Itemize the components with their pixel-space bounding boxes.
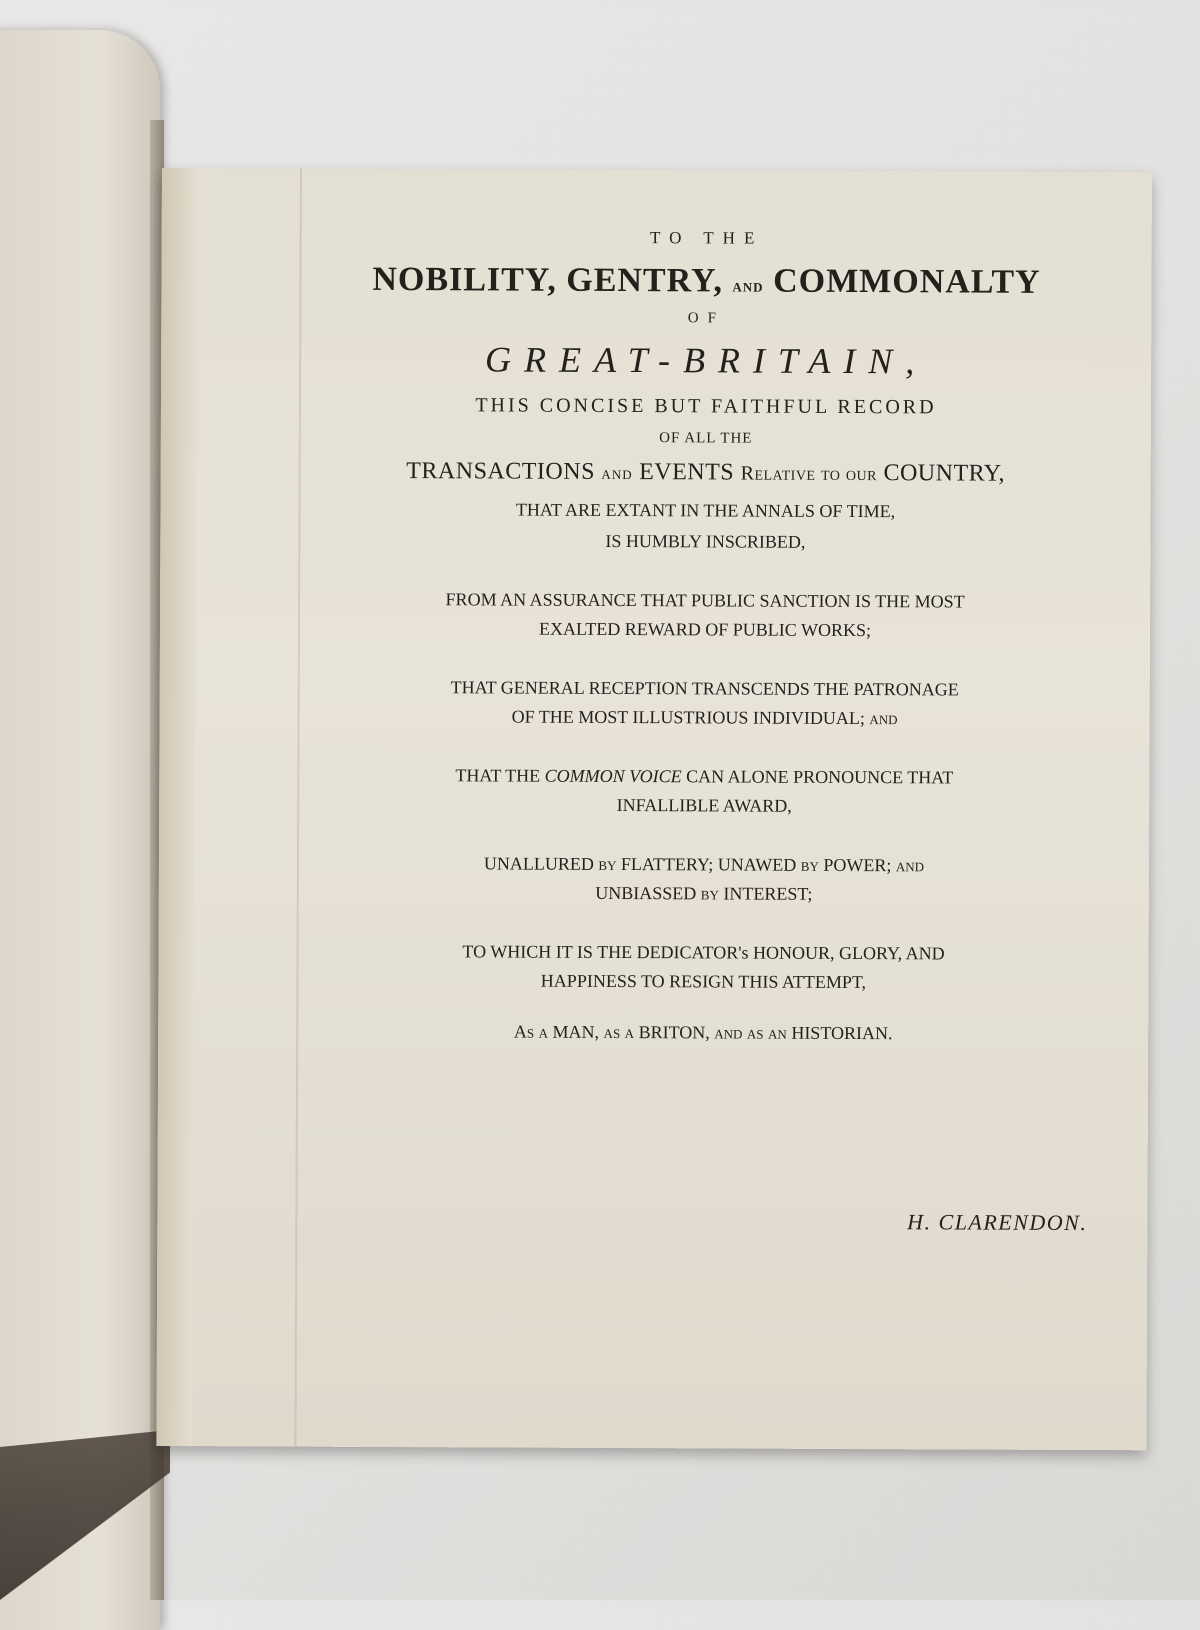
line-reception-2 [290, 702, 1120, 735]
line-transactions [291, 458, 1121, 489]
line-assurance-1: FROM AN ASSURANCE THAT PUBLIC SANCTION IS THE MOST [445, 589, 965, 612]
line-voice-2: INFALLIBLE AWARD, [616, 794, 792, 816]
voice-1b: COMMON VOICE [544, 765, 682, 787]
by-3: by [700, 883, 719, 904]
signature: H. CLARENDON. [907, 1209, 1088, 1236]
voice-1c: CAN ALONE PRONOUNCE THAT [686, 766, 954, 788]
voice-1a: THAT THE [455, 765, 541, 786]
line-humbly: IS HUMBLY INSCRIBED, [605, 530, 806, 552]
commonalty-text: COMMONALTY [773, 262, 1041, 301]
flattery-text: FLATTERY; [620, 854, 714, 875]
line-of: OF [687, 310, 725, 327]
as-a-2: as a [603, 1021, 635, 1043]
historian-text: HISTORIAN. [791, 1022, 893, 1044]
line-reception-1: THAT GENERAL RECEPTION TRANSCENDS THE PATRONAGE [450, 677, 959, 700]
line-as-a-man [288, 1017, 1118, 1050]
honour-1a: TO WHICH IT IS THE DEDICATOR's [462, 941, 749, 963]
interest-text: INTEREST; [723, 883, 813, 904]
line-concise: THIS CONCISE BUT FAITHFUL RECORD [475, 394, 937, 419]
and-text: AND [732, 279, 764, 295]
line-to-the: TO THE [649, 228, 764, 248]
relative-text: Relative to our [740, 462, 878, 486]
by-1: by [598, 853, 617, 874]
line-of-all-the: OF ALL THE [659, 430, 753, 447]
line-unbiassed [289, 878, 1119, 911]
line-nobility [291, 261, 1121, 303]
facing-page [0, 30, 160, 1630]
dedication-text [288, 227, 1122, 1050]
and-3: and [895, 855, 925, 876]
country-text: COUNTRY, [883, 460, 1006, 487]
line-voice-1 [289, 761, 1119, 794]
reception-2-text: OF THE MOST ILLUSTRIOUS INDIVIDUAL; [511, 706, 865, 729]
by-2: by [800, 854, 819, 875]
line-honour-2: HAPPINESS TO RESIGN THIS ATTEMPT, [540, 970, 867, 993]
line-great-britain: GREAT-BRITAIN, [484, 339, 928, 382]
page-gutter [156, 168, 198, 1446]
unawed-text: UNAWED [717, 854, 797, 875]
dedication-page [156, 168, 1152, 1450]
and-text-2: AND [601, 466, 633, 483]
as-a-1: As a [513, 1021, 549, 1042]
power-text: POWER; [823, 854, 892, 876]
events-text: EVENTS [639, 459, 735, 486]
man-text: MAN, [552, 1021, 600, 1042]
line-assurance-2: EXALTED REWARD OF PUBLIC WORKS; [538, 618, 872, 641]
nobility-text: NOBILITY, GENTRY, [372, 260, 724, 300]
line-extant: THAT ARE EXTANT IN THE ANNALS OF TIME, [515, 499, 896, 522]
and-as-an: and as an [714, 1022, 787, 1043]
line-unallured [289, 849, 1119, 882]
line-honour-1 [289, 937, 1119, 970]
transactions-text: TRANSACTIONS [406, 458, 596, 485]
honour-1b: HONOUR, GLORY, AND [752, 942, 945, 964]
reception-2-and: and [869, 708, 898, 729]
unbiassed-text: UNBIASSED [595, 882, 697, 904]
unallured-text: UNALLURED [483, 853, 594, 874]
briton-text: BRITON, [638, 1022, 710, 1043]
